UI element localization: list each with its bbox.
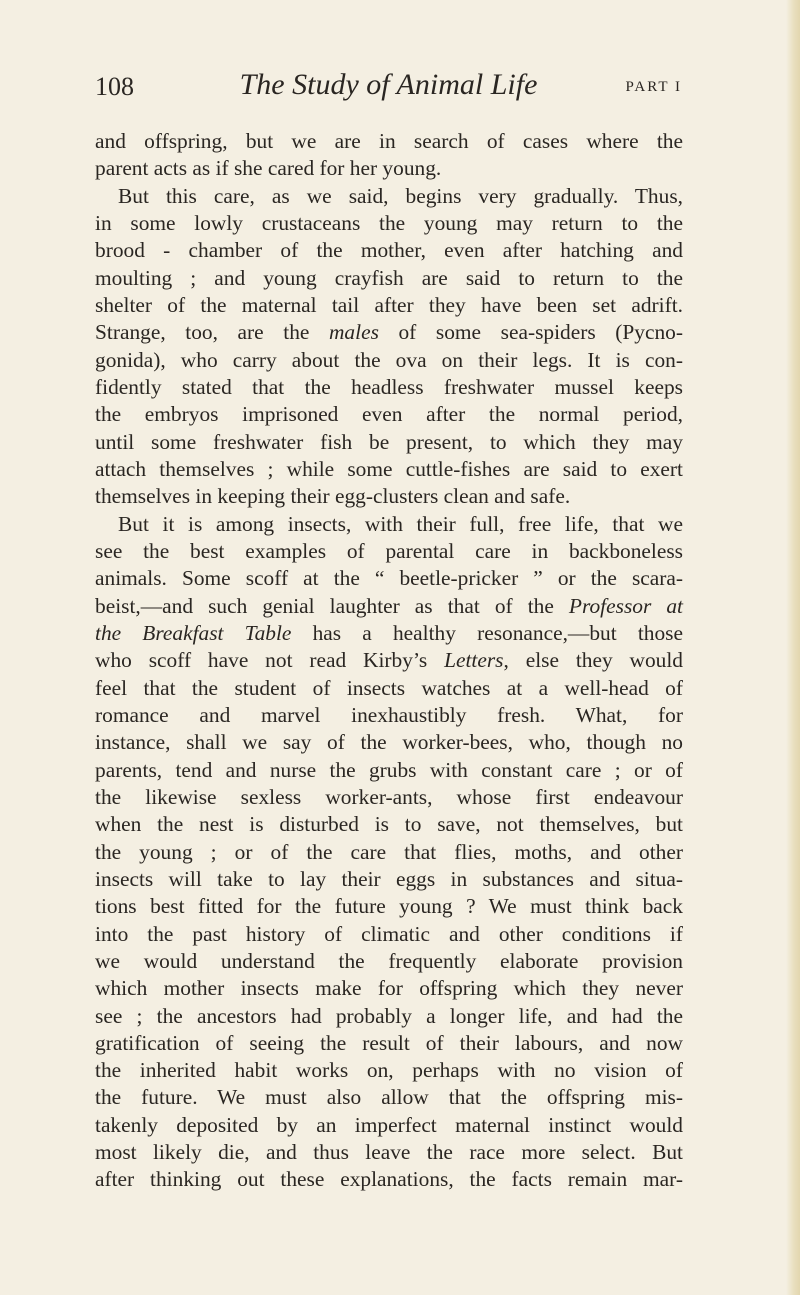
text-segment: after thinking out these explanations, the facts remain mar- bbox=[95, 1167, 683, 1192]
text-segment: most likely die, and thus leave the race more select. But bbox=[95, 1140, 683, 1165]
text-line bbox=[95, 347, 683, 374]
text-line bbox=[95, 183, 683, 210]
text-segment: themselves in keeping their egg-clusters clean and safe. bbox=[95, 484, 571, 509]
text-segment: gratification of seeing the result of their labours, and now bbox=[95, 1030, 683, 1055]
text-segment: fidently stated that the headless freshwater mussel keeps bbox=[95, 374, 683, 399]
text-segment: the inherited habit works on, perhaps with no vision of bbox=[95, 1058, 683, 1083]
text-segment: instance, shall we say of the worker-bees, who, though no bbox=[95, 730, 683, 755]
text-segment: moulting ; and young crayfish are said to return to the bbox=[95, 265, 683, 290]
text-line bbox=[95, 374, 683, 401]
text-line bbox=[95, 292, 683, 319]
text-line bbox=[95, 155, 683, 182]
text-line bbox=[95, 839, 683, 866]
text-segment: insects will take to lay their eggs in substances and situa- bbox=[95, 866, 683, 891]
text-line bbox=[95, 729, 683, 756]
text-line bbox=[95, 1139, 683, 1166]
text-segment: who scoff have not read Kirby’s bbox=[95, 648, 445, 673]
italic-text: males bbox=[328, 320, 379, 345]
body-text bbox=[95, 128, 683, 1194]
page-number: 108 bbox=[95, 72, 134, 101]
text-line bbox=[95, 128, 683, 155]
text-line bbox=[95, 784, 683, 811]
text-segment: we would understand the frequently elaborate provision bbox=[95, 948, 683, 973]
page-edge bbox=[786, 0, 800, 1295]
text-segment: parent acts as if she cared for her young. bbox=[95, 156, 442, 181]
text-line bbox=[95, 921, 683, 948]
text-line bbox=[95, 866, 683, 893]
text-segment: the future. We must also allow that the offspring mis- bbox=[95, 1085, 683, 1110]
text-line bbox=[95, 647, 683, 674]
text-line bbox=[95, 319, 683, 346]
text-line bbox=[95, 1003, 683, 1030]
text-segment: which mother insects make for offspring which they never bbox=[95, 976, 683, 1001]
text-line bbox=[95, 593, 683, 620]
text-segment: has a healthy resonance,—but those bbox=[291, 620, 683, 645]
text-segment: romance and marvel inexhaustibly fresh. What, for bbox=[95, 702, 683, 727]
text-line bbox=[95, 811, 683, 838]
page-header bbox=[95, 66, 682, 106]
text-segment: into the past history of climatic and other conditions if bbox=[95, 921, 683, 946]
italic-text: Professor at bbox=[568, 593, 683, 618]
text-segment: in some lowly crustaceans the young may return to the bbox=[95, 210, 683, 235]
text-segment: But it is among insects, with their full, free life, that we bbox=[118, 511, 683, 536]
text-line bbox=[95, 401, 683, 428]
text-segment: beist,—and such genial laughter as that of the bbox=[95, 593, 569, 618]
text-line bbox=[95, 511, 683, 538]
text-segment: gonida), who carry about the ova on their legs. It is con- bbox=[95, 347, 683, 372]
text-line bbox=[95, 948, 683, 975]
text-line bbox=[95, 975, 683, 1002]
text-segment: the embryos imprisoned even after the normal period, bbox=[95, 402, 683, 427]
text-line bbox=[95, 237, 683, 264]
text-line bbox=[95, 265, 683, 292]
text-line bbox=[95, 483, 683, 510]
text-segment: the likewise sexless worker-ants, whose first endeavour bbox=[95, 784, 683, 809]
text-segment: the young ; or of the care that flies, moths, and other bbox=[95, 839, 683, 864]
text-line bbox=[95, 893, 683, 920]
text-line bbox=[95, 210, 683, 237]
text-line bbox=[95, 429, 683, 456]
text-line bbox=[95, 1057, 683, 1084]
text-segment: see ; the ancestors had probably a longer life, and had the bbox=[95, 1003, 683, 1028]
text-segment: of some sea-spiders (Pycno- bbox=[378, 320, 683, 345]
text-segment: and offspring, but we are in search of cases where the bbox=[95, 129, 683, 153]
text-segment: when the nest is disturbed is to save, not themselves, but bbox=[95, 812, 683, 837]
text-line bbox=[95, 1166, 683, 1193]
text-segment: But this care, as we said, begins very gradually. Thus, bbox=[118, 183, 683, 208]
text-line bbox=[95, 702, 683, 729]
text-segment: see the best examples of parental care in backboneless bbox=[95, 538, 683, 563]
text-segment: parents, tend and nurse the grubs with constant care ; or of bbox=[95, 757, 683, 782]
text-line bbox=[95, 1112, 683, 1139]
text-line bbox=[95, 1030, 683, 1057]
text-segment: animals. Some scoff at the “ beetle-pricker ” or the scara- bbox=[95, 566, 683, 591]
text-line bbox=[95, 620, 683, 647]
text-segment: takenly deposited by an imperfect maternal instinct would bbox=[95, 1112, 683, 1137]
text-segment: shelter of the maternal tail after they have been set adrift. bbox=[95, 292, 683, 317]
text-line bbox=[95, 1084, 683, 1111]
text-line bbox=[95, 456, 683, 483]
text-segment: attach themselves ; while some cuttle-fishes are said to exert bbox=[95, 456, 683, 481]
text-line bbox=[95, 675, 683, 702]
text-line bbox=[95, 757, 683, 784]
text-segment: brood - chamber of the mother, even after hatching and bbox=[95, 238, 683, 263]
text-line bbox=[95, 565, 683, 592]
text-segment: Strange, too, are the bbox=[95, 320, 329, 345]
text-segment: , else they would bbox=[503, 648, 683, 673]
part-label: PART I bbox=[625, 79, 682, 95]
italic-text: Letters bbox=[444, 648, 504, 673]
text-segment: tions best fitted for the future young ? We must think back bbox=[95, 894, 683, 919]
text-line bbox=[95, 538, 683, 565]
text-segment: feel that the student of insects watches at a well-head of bbox=[95, 675, 683, 700]
text-segment: until some freshwater fish be present, to which they may bbox=[95, 429, 683, 454]
running-title: The Study of Animal Life bbox=[239, 68, 538, 101]
italic-text: the Breakfast Table bbox=[95, 620, 292, 645]
